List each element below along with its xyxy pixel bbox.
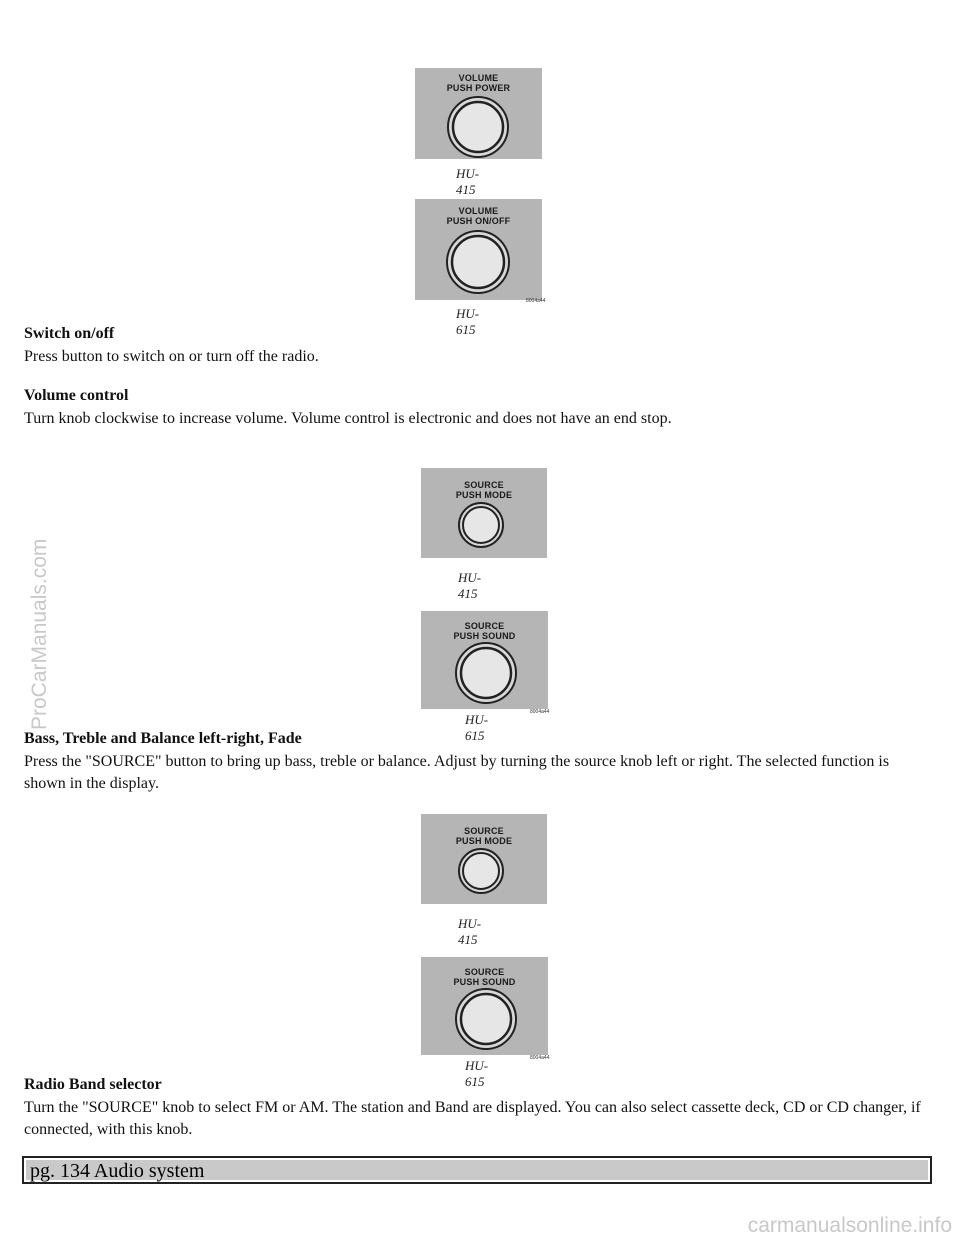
- plate-label: SOURCE: [464, 826, 504, 836]
- plate-sublabel: PUSH POWER: [446, 83, 511, 93]
- control-plate: [421, 611, 548, 709]
- control-plate: [421, 468, 547, 558]
- knob-icon: [454, 987, 518, 1051]
- control-plate: [421, 814, 547, 904]
- section-heading-switch: Switch on/off: [24, 325, 115, 342]
- section-body-bass: Press the "SOURCE" button to bring up bass, treble or balance. Adjust by turning the source knob left or right. The selected function is shown in the display.: [24, 753, 890, 792]
- knob-icon: [457, 847, 505, 895]
- plate-sublabel: PUSH SOUND: [453, 977, 516, 987]
- figure-caption: HU-415: [456, 166, 480, 197]
- figure-caption: HU-615: [465, 1058, 489, 1089]
- figure-caption: HU-615: [456, 306, 480, 337]
- knob-icon: [454, 641, 518, 705]
- plate-sublabel: PUSH SOUND: [453, 631, 516, 641]
- section-body-volume: Turn knob clockwise to increase volume. Volume control is electronic and does not have an end stop.: [24, 410, 672, 427]
- figure-caption: HU-415: [458, 916, 482, 947]
- control-plate: [421, 957, 548, 1055]
- page-label: pg. 134 Audio system: [30, 1160, 205, 1182]
- knob-icon: [445, 94, 511, 158]
- section-heading-volume: Volume control: [24, 387, 129, 404]
- section-body-switch: Press button to switch on or turn off the radio.: [24, 348, 319, 365]
- figure-caption: HU-415: [458, 570, 482, 601]
- plate-label: VOLUME: [458, 73, 499, 83]
- plate-sublabel: PUSH MODE: [455, 490, 513, 500]
- knob-icon: [445, 229, 511, 295]
- plate-label: SOURCE: [464, 480, 504, 490]
- plate-label: SOURCE: [464, 621, 505, 631]
- knob-icon: [457, 501, 505, 549]
- plate-sublabel: PUSH ON/OFF: [446, 216, 511, 226]
- bottom-watermark: carmanualsonline.info: [747, 1214, 952, 1237]
- section-heading-bass: Bass, Treble and Balance left-right, Fade: [24, 730, 302, 747]
- plate-label: VOLUME: [458, 206, 499, 216]
- figure-code: 8004a44: [530, 709, 550, 715]
- section-body-band: Turn the "SOURCE" knob to select FM or AM. The station and Band are displayed. You can also select cassette deck, CD or CD changer, if connected, with this knob.: [24, 1099, 921, 1138]
- figure-code: 8004a44: [530, 1055, 550, 1061]
- section-heading-band: Radio Band selector: [24, 1076, 162, 1093]
- side-watermark: ProCarManuals.com: [28, 538, 51, 730]
- plate-label: SOURCE: [464, 967, 505, 977]
- control-plate: [415, 199, 542, 300]
- figure-caption: HU-615: [465, 712, 489, 743]
- control-plate: [415, 68, 542, 159]
- plate-sublabel: PUSH MODE: [455, 836, 513, 846]
- page-footer-bar: [22, 1156, 932, 1184]
- figure-code: 8004a44: [526, 298, 546, 304]
